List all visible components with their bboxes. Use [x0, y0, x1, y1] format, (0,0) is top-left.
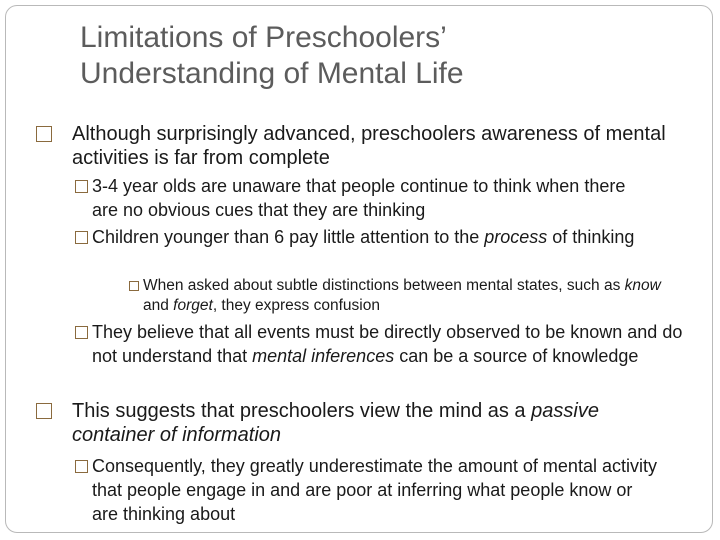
bullet-text: They believe that all events must be directly observed to be known and do not understand that mental inferences can be a source of knowledge — [92, 322, 683, 366]
square-bullet-icon — [36, 126, 52, 142]
slide-title — [80, 20, 680, 92]
square-bullet-icon — [129, 281, 139, 291]
bullet-text: When asked about subtle distinctions between mental states, such as know and forget, they express confusion — [143, 277, 661, 314]
bullet-item — [72, 399, 652, 447]
bullet-item — [143, 276, 688, 316]
bullet-item — [92, 320, 692, 368]
bullet-text: Although surprisingly advanced, preschoolers awareness of mental activities is far from complete — [72, 123, 666, 169]
bullet-item — [92, 174, 652, 222]
square-bullet-icon — [36, 403, 52, 419]
bullet-text: Children younger than 6 pay little attention to the process of thinking — [92, 227, 635, 247]
bullet-item — [92, 454, 662, 526]
title-line-1: Limitations of Preschoolers’ — [80, 21, 447, 54]
bullet-text: Consequently, they greatly underestimate the amount of mental activity that people engage in and are poor at inferring what people know or are thinking about — [92, 456, 657, 524]
square-bullet-icon — [75, 326, 88, 339]
bullet-item — [72, 122, 702, 170]
square-bullet-icon — [75, 460, 88, 473]
bullet-text: This suggests that preschoolers view the mind as a passive container of information — [72, 400, 599, 446]
title-line-2: Understanding of Mental Life — [80, 57, 464, 90]
bullet-item — [92, 225, 692, 249]
square-bullet-icon — [75, 180, 88, 193]
bullet-text: 3-4 year olds are unaware that people continue to think when there are no obvious cues that they are thinking — [92, 176, 626, 220]
square-bullet-icon — [75, 231, 88, 244]
